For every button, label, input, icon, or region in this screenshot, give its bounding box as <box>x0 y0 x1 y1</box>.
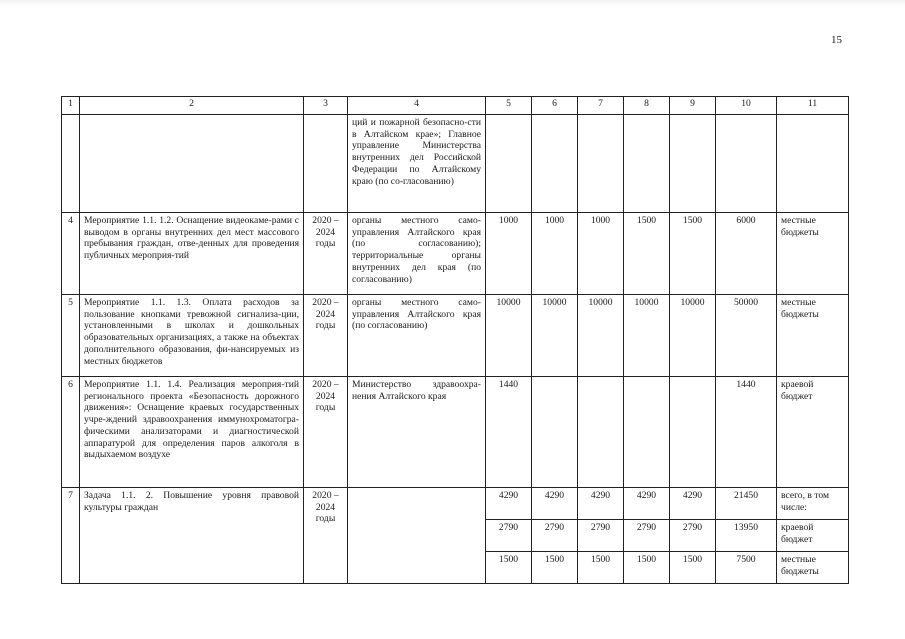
value-cell: 1000 <box>532 213 578 295</box>
value-cell: 10000 <box>486 295 532 377</box>
value-cell: 10000 <box>578 295 624 377</box>
value-cell: 1500 <box>670 552 716 584</box>
funding-source-cell: местные бюджеты <box>777 295 849 377</box>
value-cell: 1500 <box>486 552 532 584</box>
header-cell: 11 <box>777 97 849 115</box>
value-cell: 4290 <box>670 488 716 520</box>
total-cell: 6000 <box>716 213 777 295</box>
value-cell: 2790 <box>670 520 716 552</box>
value-cell: 4290 <box>624 488 670 520</box>
years-cell: 2020 – 2024 годы <box>304 488 348 584</box>
value-cell: 4290 <box>486 488 532 520</box>
table-row <box>62 488 849 520</box>
table-header-row <box>62 97 849 115</box>
executor-cell: Министерство здравоохра-нения Алтайского края <box>348 377 486 488</box>
executor-cell <box>348 488 486 584</box>
funding-source-cell: местные бюджеты <box>777 552 849 584</box>
total-cell: 1440 <box>716 377 777 488</box>
value-cell: 10000 <box>624 295 670 377</box>
value-cell: 4290 <box>578 488 624 520</box>
value-cell: 1000 <box>578 213 624 295</box>
value-cell: 4290 <box>532 488 578 520</box>
row-number: 6 <box>62 377 80 488</box>
header-cell: 6 <box>532 97 578 115</box>
program-table <box>61 96 849 584</box>
activity-cell: Мероприятие 1.1. 1.4. Реализация мероприя-тий регионального проекта «Безопасность дорожного движения»: Оснащение краевых государственных учре-ждений здравоохранения иммунохроматогра-фическими анализаторами и диагностической аппаратурой для определения паров алкоголя в выдыхаемом воздухе <box>80 377 304 488</box>
header-cell: 7 <box>578 97 624 115</box>
table-row <box>62 295 849 377</box>
scan-edge <box>0 0 905 6</box>
funding-source-cell: краевой бюджет <box>777 377 849 488</box>
row-number: 7 <box>62 488 80 584</box>
total-cell: 21450 <box>716 488 777 520</box>
value-cell: 1500 <box>532 552 578 584</box>
header-cell: 1 <box>62 97 80 115</box>
activity-cell: Мероприятие 1.1. 1.3. Оплата расходов за пользование кнопками тревожной сигнализа-ции, установленными в школах и дошкольных образовательных организациях, а также на объектах дополнительного образования, фи-нансируемых из местных бюджетов <box>80 295 304 377</box>
row-number: 5 <box>62 295 80 377</box>
executor-cell: органы местного само-управления Алтайского края (по согласованию) <box>348 295 486 377</box>
table-row-continuation <box>62 115 849 213</box>
value-cell: 1440 <box>486 377 532 488</box>
header-cell: 2 <box>80 97 304 115</box>
header-cell: 8 <box>624 97 670 115</box>
value-cell: 2790 <box>624 520 670 552</box>
executor-cell: органы местного само-управления Алтайского края (по согласованию); территориальные органы внутренних дел края (по согласованию) <box>348 213 486 295</box>
total-cell: 50000 <box>716 295 777 377</box>
funding-source-cell: местные бюджеты <box>777 213 849 295</box>
value-cell <box>532 377 578 488</box>
value-cell <box>670 377 716 488</box>
value-cell: 2790 <box>532 520 578 552</box>
activity-cell: Задача 1.1. 2. Повышение уровня правовой культуры граждан <box>80 488 304 584</box>
funding-source-cell: краевой бюджет <box>777 520 849 552</box>
value-cell: 10000 <box>532 295 578 377</box>
total-cell: 7500 <box>716 552 777 584</box>
value-cell: 1500 <box>670 213 716 295</box>
value-cell: 2790 <box>486 520 532 552</box>
value-cell: 10000 <box>670 295 716 377</box>
header-cell: 10 <box>716 97 777 115</box>
years-cell: 2020 – 2024 годы <box>304 213 348 295</box>
value-cell <box>624 377 670 488</box>
value-cell: 1500 <box>624 213 670 295</box>
header-cell: 5 <box>486 97 532 115</box>
total-cell: 13950 <box>716 520 777 552</box>
value-cell: 1500 <box>578 552 624 584</box>
executor-cell: ций и пожарной безопасно-сти в Алтайском крае»; Главное управление Министерства внутренних дел Российской Федерации по Алтайскому краю (по со-гласованию) <box>348 115 486 213</box>
value-cell <box>578 377 624 488</box>
years-cell: 2020 – 2024 годы <box>304 295 348 377</box>
table-row <box>62 377 849 488</box>
header-cell: 3 <box>304 97 348 115</box>
value-cell: 1500 <box>624 552 670 584</box>
activity-cell: Мероприятие 1.1. 1.2. Оснащение видеокаме-рами с выводом в органы внутренних дел мест массового пребывания граждан, отве-денных для проведения публичных мероприя-тий <box>80 213 304 295</box>
value-cell: 2790 <box>578 520 624 552</box>
table-row <box>62 213 849 295</box>
header-cell: 4 <box>348 97 486 115</box>
header-cell: 9 <box>670 97 716 115</box>
row-number: 4 <box>62 213 80 295</box>
funding-source-cell: всего, в том числе: <box>777 488 849 520</box>
value-cell: 1000 <box>486 213 532 295</box>
years-cell: 2020 – 2024 годы <box>304 377 348 488</box>
page-number: 15 <box>831 34 842 46</box>
